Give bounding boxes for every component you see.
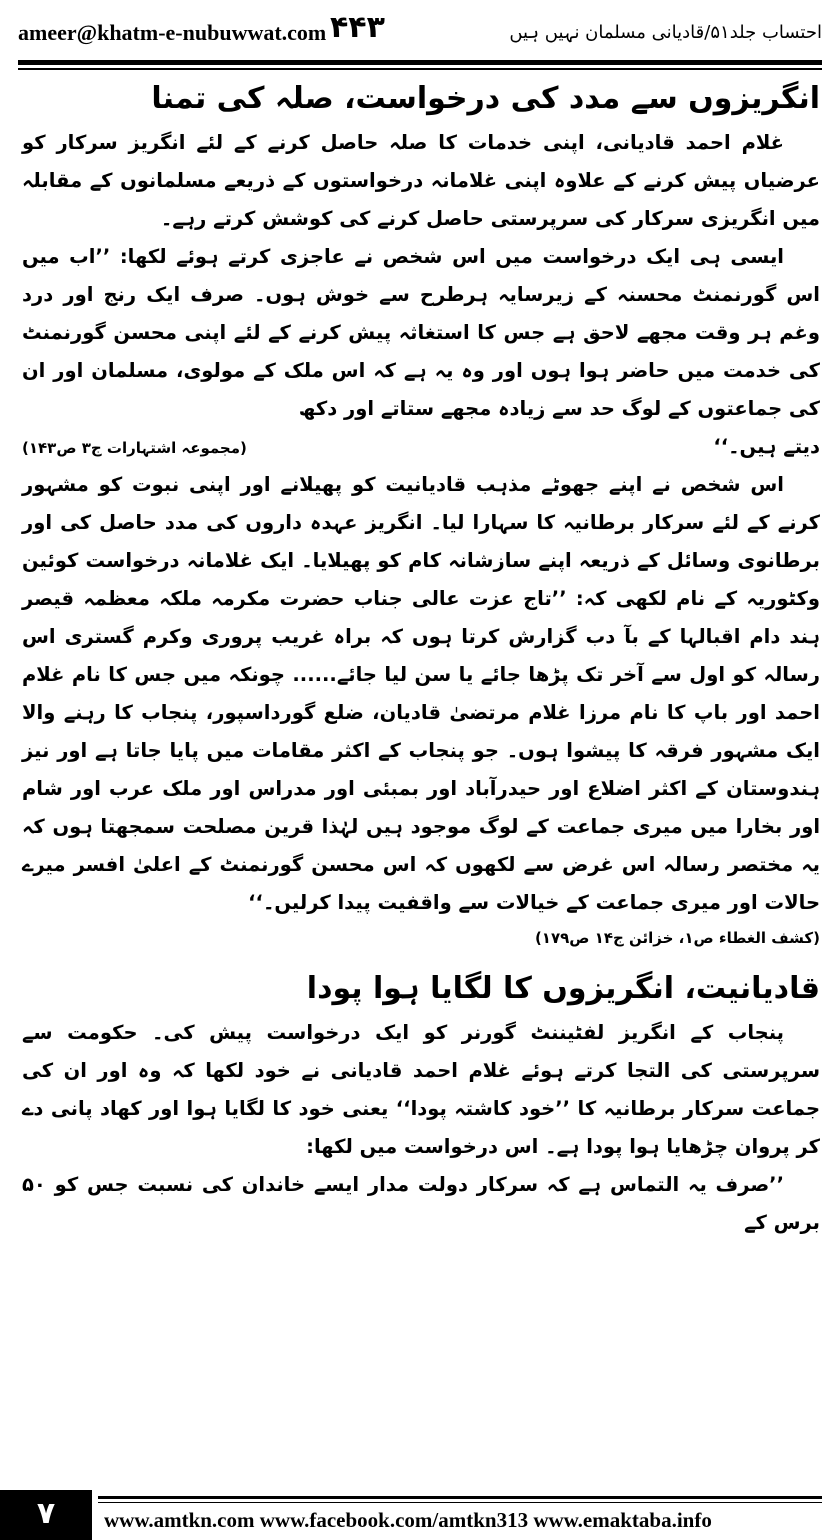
reference-citation: (کشف الغطاء ص۱، خزائن ج۱۴ ص۱۷۹) (534, 929, 820, 947)
page-body (22, 74, 820, 1242)
header-rule-thin (18, 68, 822, 70)
footer-page-mark: ۷ (0, 1490, 92, 1540)
reference-citation: (مجموعہ اشتہارات ج۳ ص۱۴۳) (22, 439, 247, 457)
paragraph: ’’صرف یہ التماس ہے کہ سرکار دولت مدار ایسے خاندان کی نسبت جس کو ۵۰ برس کے (22, 1173, 820, 1234)
paragraph: غلام احمد قادیانی، اپنی خدمات کا صلہ حاصل کرنے کے لئے انگریز سرکار کو عرضیاں پیش کرنے کے علاوہ اپنی غلامانہ درخواستوں کے ذریعے مسلمانوں کے مقابلہ میں انگریزی سرکار کی سرپرستی حاصل کرنے کی کوشش کرتے رہے۔ (22, 131, 820, 230)
header-email: ameer@khatm-e-nubuwwat.com (18, 20, 327, 45)
paragraph: پنجاب کے انگریز لفٹیننٹ گورنر کو ایک درخواست پیش کی۔ حکومت سے سرپرستی کی التجا کرتے ہوئے غلام احمد قادیانی نے خود لکھا کہ وہ اور ان کی جماعت سرکار برطانیہ کا ’’خود کاشتہ پودا‘‘ یعنی خود کا لگایا ہوا اور کھاد پانی دے کر پروان چڑھایا ہوا پودا ہے۔ اس درخواست میں لکھا: (22, 1021, 820, 1158)
header-book-title: احتساب جلد۵۱/قادیانی مسلمان نہیں ہیں (509, 22, 822, 43)
section-heading-1: انگریزوں سے مدد کی درخواست، صلہ کی تمنا (151, 81, 820, 116)
page-header (18, 10, 822, 54)
paragraph: اس شخص نے اپنے جھوٹے مذہب قادیانیت کو پھیلانے اور اپنی نبوت کو مشہور کرنے کے لئے سرکار برطانیہ کا سہارا لیا۔ انگریز عہدہ داروں کی مدد حاصل کی اور برطانوی وسائل کے ذریعہ اپنے سازشانہ کام کو پھیلایا۔ ایک غلامانہ درخواست کوئین وکٹوریہ کے نام لکھی کہ: ’’تاج عزت عالی جناب حضرت مکرمہ ملکہ معظمہ قیصر ہند دام اقبالہا کے بآ دب گزارش کرتا ہوں کہ براہ غریب پروری وکرم گستری اس رسالہ کو اول سے آخر تک پڑھا جائے یا سن لیا جائے...... چونکہ میں جس کا نام غلام احمد اور باپ کا نام مرزا غلام مرتضیٰ قادیان، ضلع گورداسپور، پنجاب کا رہنے والا ایک مشہور فرقہ کا پیشوا ہوں۔ جو پنجاب کے اکثر مقامات میں پایا جاتا ہے اور نیز ہندوستان کے اکثر اضلاع اور حیدرآباد اور بمبئی اور مدراس اور ملک عرب اور شام اور بخارا میں میری جماعت کے لوگ موجود ہیں لہٰذا قرین مصلحت سمجھتا ہوں کہ یہ مختصر رسالہ اس غرض سے لکھوں کہ اس محسن گورنمنٹ کے اعلیٰ افسر میرے حالات اور میری جماعت کے خیالات سے واقفیت پیدا کرلیں۔‘‘ (22, 473, 820, 914)
quote-end-line (22, 428, 820, 466)
paragraph: ایسی ہی ایک درخواست میں اس شخص نے عاجزی کرتے ہوئے لکھا: ’’اب میں اس گورنمنٹ محسنہ کے زیرسایہ ہرطرح سے خوش ہوں۔ صرف ایک رنج اور درد وغم ہر وقت مجھے لاحق ہے جس کا استغاثہ پیش کرنے کے لئے اپنی محسن گورنمنٹ کی خدمت میں حاضر ہوا ہوں اور وہ یہ ہے کہ اس ملک کے مولوی، مسلمان اور ان کی جماعتوں کے لوگ حد سے زیادہ مجھے ستاتے اور دکھ (22, 245, 820, 420)
footer-links: www.amtkn.com www.facebook.com/amtkn313 www.emaktaba.info (104, 1508, 712, 1532)
section-heading-2: قادیانیت، انگریزوں کا لگایا ہوا پودا (306, 971, 820, 1006)
quote-ending: دیتے ہیں۔‘‘ (713, 435, 820, 458)
footer-rule (98, 1496, 822, 1499)
header-page-number: ۴۴۳ (330, 10, 385, 45)
header-rule (18, 60, 822, 65)
footer-rule-thin (98, 1502, 822, 1503)
